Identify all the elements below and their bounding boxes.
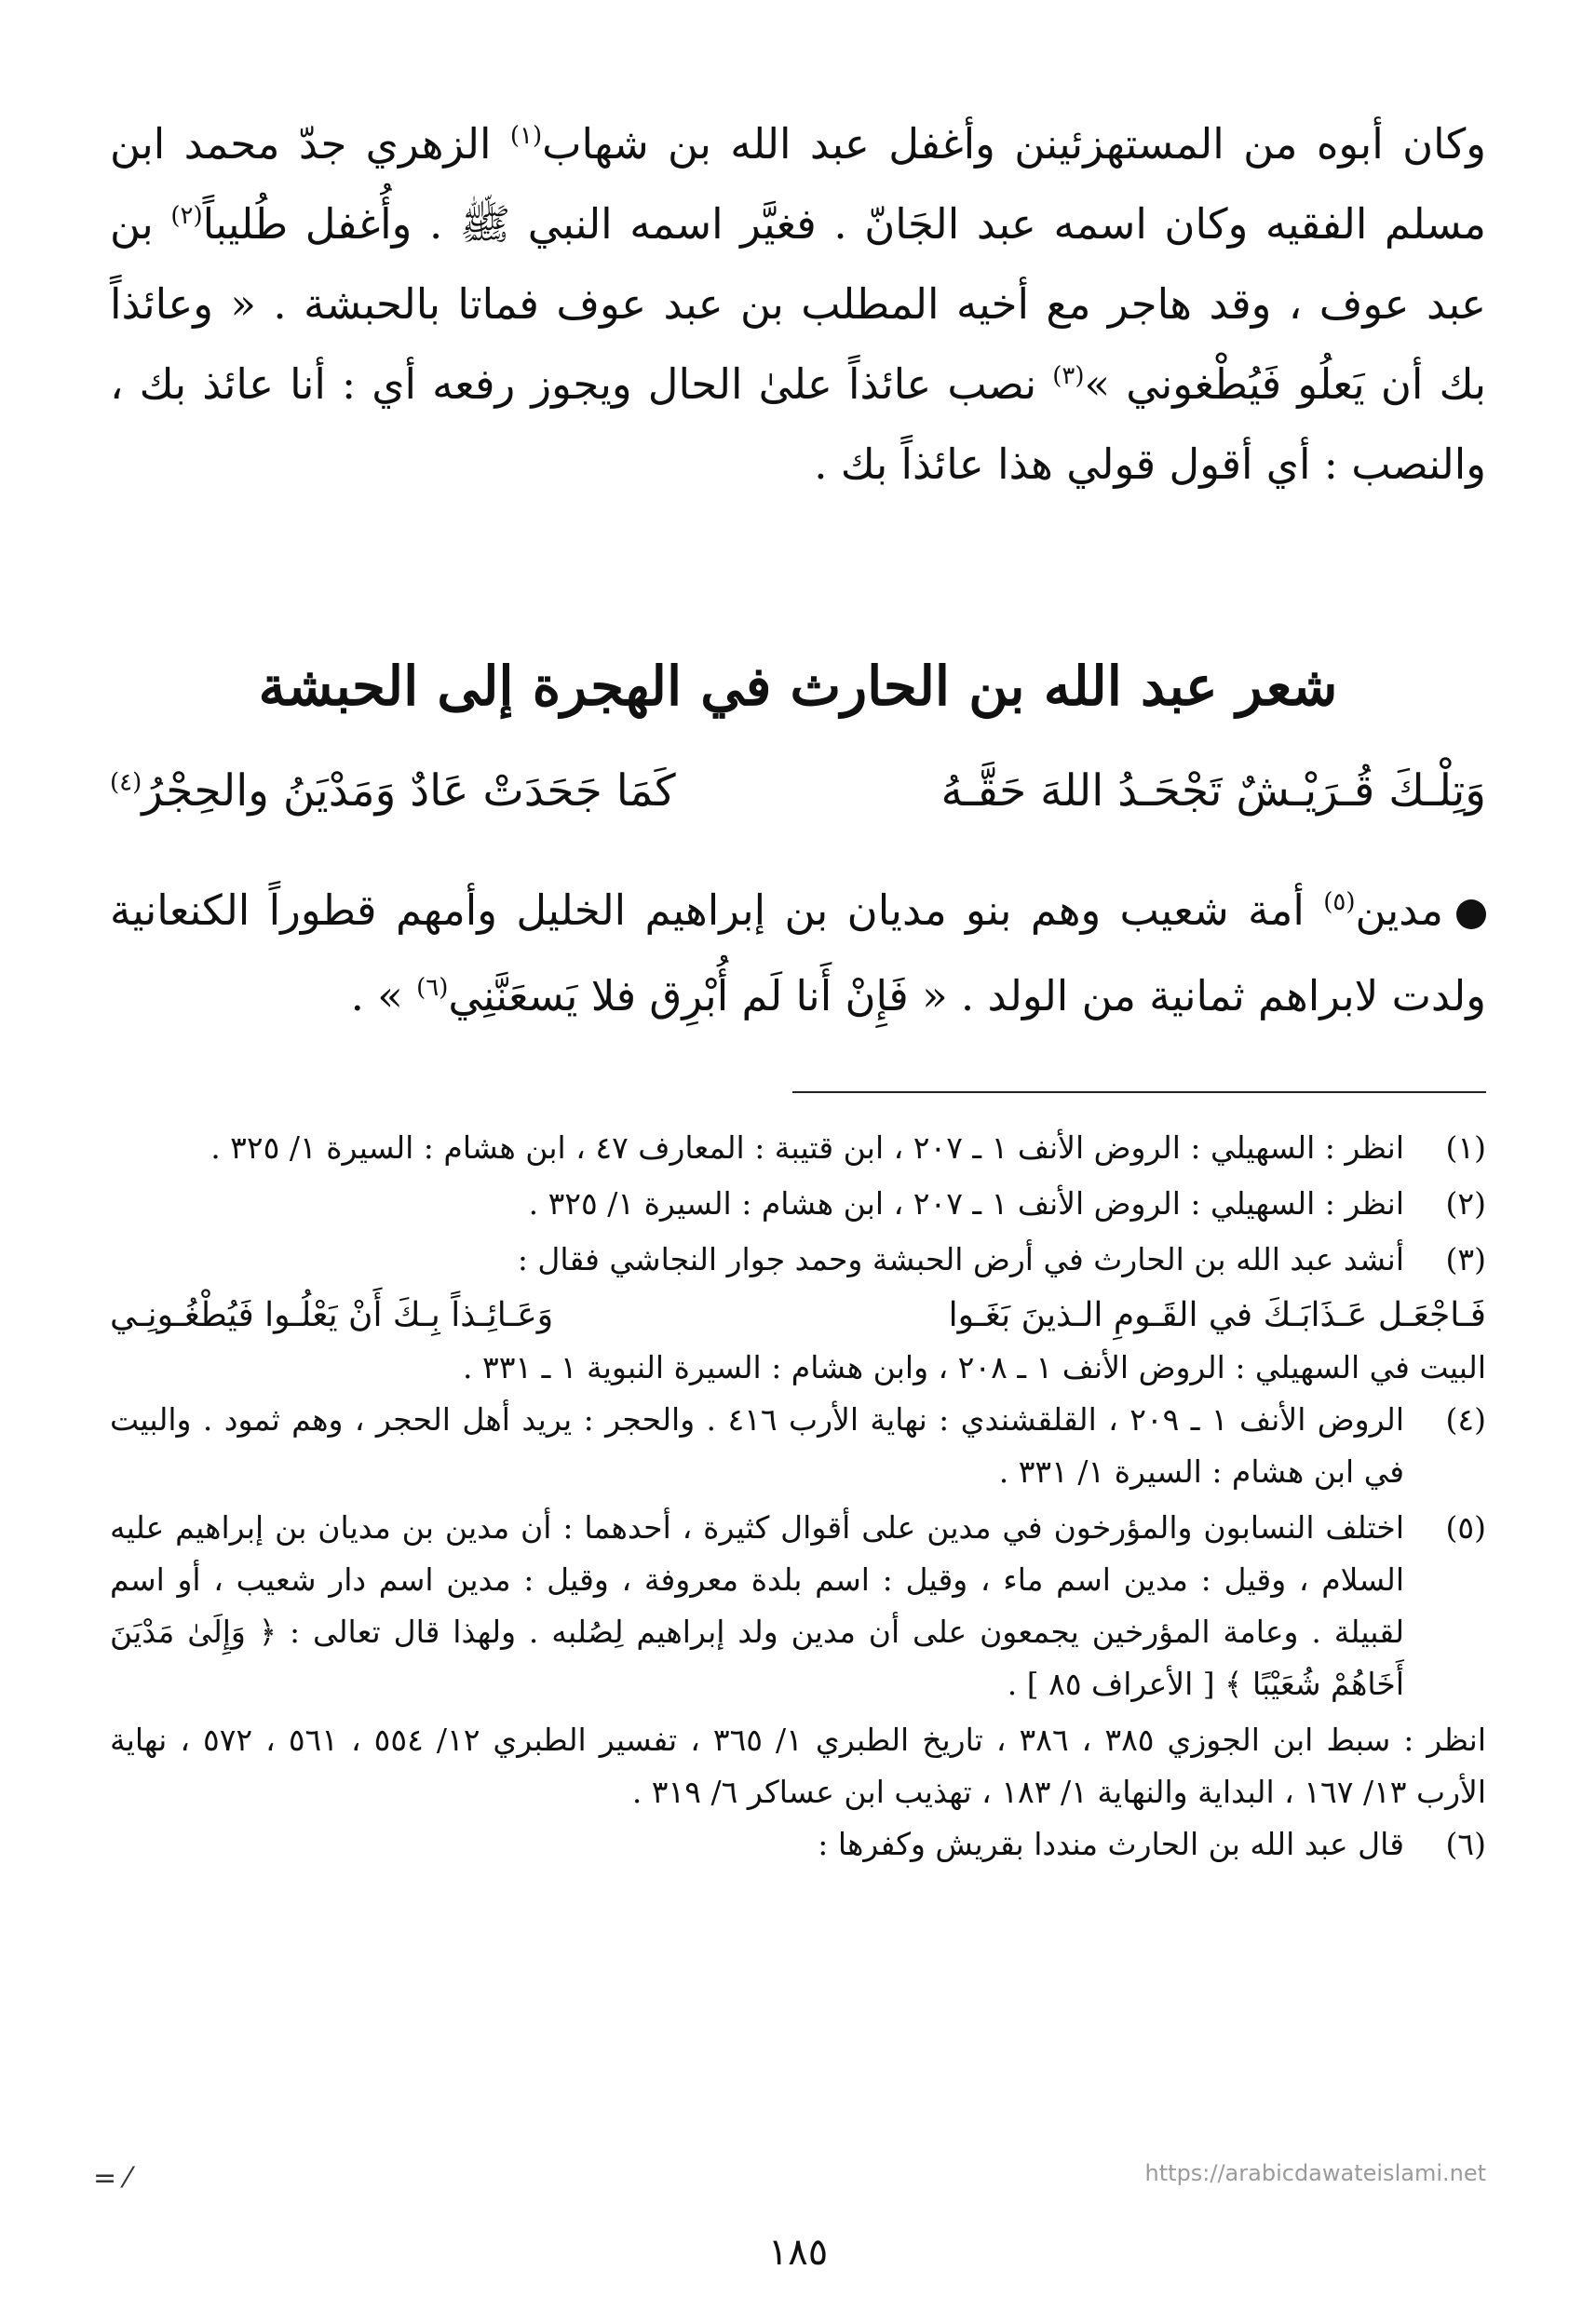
verse-right: فَـاجْعَـل عَـذَابَـكَ في القَـومِ الـذينَ بَغَـوا xyxy=(948,1296,1486,1334)
para-text: أمة شعيب وهم بنو مديان بن إبراهيم الخليل وأمهم قطوراً الكنعانية ولدت لابراهم ثمانية من الولد . « فَإِنْ أَنا لَم أُبْرِق فلا يَسعَنَّنِي xyxy=(110,885,1486,1020)
madyan-paragraph xyxy=(110,868,1486,1039)
footnote xyxy=(110,1818,1486,1871)
footnote-marker: (٦) xyxy=(416,974,449,1002)
footnote-number: (٢) xyxy=(1445,1185,1486,1222)
main-text xyxy=(110,104,1486,505)
footnote-number: (٤) xyxy=(1445,1401,1486,1438)
poem-first-hemistich: وَتِلْـكَ قُـرَيْـشٌ تَجْحَـدُ اللهَ حَقَّـهُ xyxy=(940,765,1486,817)
footnote-divider xyxy=(792,1091,1486,1093)
footnote xyxy=(110,1502,1486,1710)
watermark: https://arabicdawateislami.net xyxy=(1144,2160,1486,2186)
bullet-icon xyxy=(1456,899,1486,929)
footnote-text: أنشد عبد الله بن الحارث في أرض الحبشة وحمد جوار النجاشي فقال : xyxy=(517,1241,1404,1277)
margin-marks: = ⁄ xyxy=(93,2162,130,2195)
poem-second-hemistich xyxy=(110,754,676,829)
poem-second-text: كَمَا جَحَدَتْ عَادٌ وَمَدْيَنُ والحِجْرُ xyxy=(142,765,676,817)
footnote-marker: (٣) xyxy=(1052,362,1085,390)
footnote xyxy=(110,1234,1486,1286)
footnote xyxy=(110,1394,1486,1498)
footnote-continuation: انظر : سبط ابن الجوزي ٣٨٥ ، ٣٨٦ ، تاريخ الطبري ١/ ٣٦٥ ، تفسير الطبري ١٢/ ٥٥٤ ، ٥٦١ ، ٥٧٢ ، نهاية الأرب ١٣/ ١٦٧ ، البداية والنهاية ١/ ١٨٣ ، تهذيب ابن عساكر ٦/ ٣١٩ . xyxy=(110,1722,1487,1810)
main-text-part: وكان أبوه من المستهزئينن وأغفل عبد الله بن شهاب xyxy=(542,119,1486,169)
footnote xyxy=(110,1178,1486,1230)
footnote-marker: (١) xyxy=(509,122,543,150)
footnote-text: الروض الأنف ١ ـ ٢٠٩ ، القلقشندي : نهاية الأرب ٤١٦ . والحجر : يريد أهل الحجر ، وهم ثمود . والبيت في ابن هشام : السيرة ١/ ٣٣١ . xyxy=(110,1401,1405,1490)
para-text: مدين xyxy=(1355,885,1443,935)
footnote-continuation: البيت في السهيلي : الروض الأنف ١ ـ ٢٠٨ ، وابن هشام : السيرة النبوية ١ ـ ٣٣١ . xyxy=(462,1349,1486,1385)
footnote-marker: (٢) xyxy=(170,202,203,230)
footnote-number: (٣) xyxy=(1445,1241,1486,1277)
section-title: شعر عبد الله بن الحارث في الهجرة إلى الحبشة xyxy=(258,655,1338,718)
footnote-number: (٦) xyxy=(1445,1826,1486,1862)
footnotes xyxy=(110,1122,1486,1874)
main-text-part: بن عبد عوف ، وقد هاجر مع أخيه المطلب بن عبد عوف فماتا بالحبشة . « وعائذاً بك أن يَعلُو فَيُطْغوني » xyxy=(110,199,1486,409)
footnote xyxy=(110,1122,1486,1174)
footnote-text: انظر : السهيلي : الروض الأنف ١ ـ ٢٠٧ ، ابن قتيبة : المعارف ٤٧ ، ابن هشام : السيرة ١/ ٣٢٥ . xyxy=(210,1129,1404,1166)
footnote-text: قال عبد الله بن الحارث منددا بقريش وكفرها : xyxy=(818,1826,1404,1862)
footnote-number: (١) xyxy=(1445,1129,1486,1166)
main-text-part: نصب عائذاً علىٰ الحال ويجوز رفعه أي : أنا عائذ بك ، والنصب : أي أقول قولي هذا عائذاً بك . xyxy=(110,359,1486,489)
footnote-marker: (٥) xyxy=(1323,888,1356,916)
footnote-number: (٥) xyxy=(1445,1509,1486,1546)
footnote-verse xyxy=(110,1290,1486,1342)
footnote-text: اختلف النسابون والمؤرخون في مدين على أقوال كثيرة ، أحدهما : أن مدين بن مديان بن إبراهيم عليه السلام ، وقيل : مدين اسم ماء ، وقيل : اسم بلدة معروفة ، وقيل : مدين اسم دار شعيب ، أو اسم لقبيلة . وعامة المؤرخين يجمعون على أن مدين ولد إبراهيم لِصُلبه . ولهذا قال تعالى : ﴿ وَإِلَىٰ مَدْيَنَ أَخَاهُمْ شُعَيْبًا ﴾ [ الأعراف ٨٥ ] . xyxy=(110,1509,1404,1702)
poem-verse xyxy=(110,754,1486,829)
main-text-part: الزهري جدّ محمد ابن مسلم الفقيه وكان اسمه عبد الجَانّ . فغيَّر اسمه النبي ﷺ . وأُغفل طُليباً xyxy=(110,119,1486,249)
verse-left: وَعَـائِـذاً بِـكَ أَنْ يَعْلُـوا فَيُطْغُـونِـي xyxy=(110,1296,554,1334)
footnote-text: انظر : السهيلي : الروض الأنف ١ ـ ٢٠٧ ، ابن هشام : السيرة ١/ ٣٢٥ . xyxy=(528,1185,1404,1222)
footnote-marker: (٤) xyxy=(110,768,142,797)
para-text: » . xyxy=(350,971,417,1020)
page-number: ١٨٥ xyxy=(767,2231,829,2274)
